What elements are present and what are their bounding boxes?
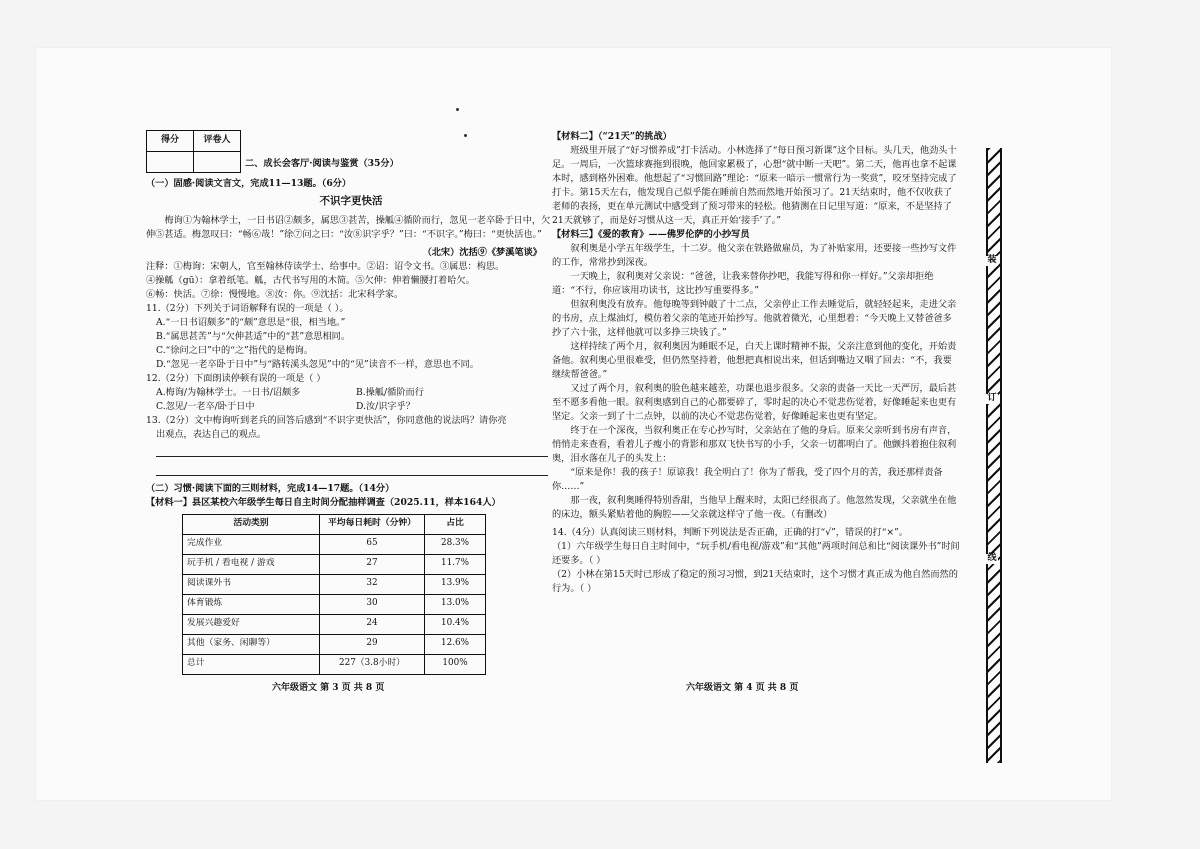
table-cell: 11.7% — [425, 554, 486, 574]
binding-label-3: 线 — [987, 553, 997, 563]
material2-title: 【材料二】（“21天”的挑战） — [552, 131, 672, 142]
table-row — [183, 634, 486, 654]
table-cell: 其他（家务、闲聊等） — [183, 634, 320, 654]
table-cell: 65 — [320, 534, 425, 554]
binding-label-2: 订 — [987, 393, 997, 403]
q11-option-b: B.“属思甚苦”与“欠伸甚适”中的“甚”意思相同。 — [156, 330, 351, 342]
table-header: 平均每日耗时（分钟） — [320, 514, 425, 534]
note-line-1: 注释：①梅询：宋朝人，官至翰林侍读学士、给事中。②诏：诏令文书。③属思：构思。 — [146, 260, 505, 272]
scan-speck — [456, 108, 459, 111]
table-cell: 12.6% — [425, 634, 486, 654]
material2-text: 班级里开展了“好习惯养成”打卡活动。小林选择了“每日预习新课”这个目标。头几天，他劲头十足。一周后，一次篮球赛拖到很晚，他回家累极了，心想“就中断一天吧”。第二天，他再也拿不起课本时，感到格外困难。他想起了“习惯回路”理论：“原来一暗示一惯常行为一奖赏”，咬牙坚持完成了打卡。第15天左右，他发现自己似乎能在睡前自然而然地开始预习了。21天结束时，他不仅收获了老师的表扬，更在单元测试中感受到了预习带来的轻松。他猜测在日记里写道：“原来，不是坚持了21天就够了，而是好习惯从这一天，真正开始‘接手’了。” — [552, 144, 957, 226]
q11-option-c: C.“徐问之曰”中的“之”指代的是梅询。 — [156, 344, 314, 356]
table-cell: 阅读课外书 — [183, 574, 320, 594]
material3-para: 一天晚上，叙利奥对父亲说：“爸爸，让我来替你抄吧，我能写得和你一样好。”父亲却拒绝道：“不行，你应该用功读书，这比抄写重要得多。” — [552, 270, 934, 296]
part2-heading: （二）习惯·阅读下面的三则材料，完成14—17题。（14分） — [146, 482, 395, 494]
note-line-2: ④操觚（gū）：拿着纸笔。觚，古代书写用的木简。⑤欠伸：伸着懒腰打着哈欠。 — [146, 274, 475, 286]
part1-heading: （一）固感·阅读文言文，完成11—13题。（6分） — [146, 178, 352, 189]
q12-stem: 12.（2分）下面朗读停顿有误的一项是（ ） — [146, 372, 326, 384]
table-cell: 30 — [320, 594, 425, 614]
q11-option-a: A.“一日书诏颇多”的“颇”意思是“很，相当地。” — [156, 316, 346, 328]
material3-para: 终于在一个深夜，当叙利奥正在专心抄写时，父亲站在了他的身后。原来父亲听到书房有声音，悄悄走来查看，看着儿子瘦小的背影和那双飞快书写的小手，父亲一切都明白了。他颤抖着抱住叙利奥，泪水落在儿子的头发上： — [552, 424, 957, 464]
reviewer-label: 评卷人 — [194, 131, 241, 152]
table-row — [183, 554, 486, 574]
table-cell: 13.0% — [425, 594, 486, 614]
material1-title: 【材料一】县区某校六年级学生每日自主时间分配抽样调查（2025.11，样本164人） — [146, 496, 501, 508]
passage-text: 梅询①为翰林学士，一日书诏②颇多，属思③甚苦，操觚④循阶而行，忽见一老卒卧于日中，欠伸⑤甚适。梅忽叹曰：“畅⑥哉！”徐⑦问之曰：“汝⑧识字乎？”曰：“不识字。”梅曰：“更快活也。” — [146, 214, 551, 240]
table-row — [183, 594, 486, 614]
score-area — [146, 130, 556, 173]
q12-option-a: A.梅询/为翰林学士。一日书/诏颇多 — [156, 386, 301, 398]
q12-options-row1 — [146, 386, 556, 400]
table-cell: 完成作业 — [183, 534, 320, 554]
note-line-3: ⑥畅：快活。⑦徐：慢慢地。⑧汝：你。⑨沈括：北宋科学家。 — [146, 288, 404, 300]
table-header-row — [183, 514, 486, 534]
q14-item-1: （1）六年级学生每日自主时间中，“玩手机/看电视/游戏”和“其他”两项时间总和比“阅读课外书”时间还要多。（ ） — [552, 540, 960, 566]
score-blank[interactable] — [147, 152, 194, 173]
q12-option-d: D.汝/识字乎？ — [356, 400, 415, 412]
q11-stem: 11.（2分）下列关于词语解释有误的一项是（ ）。 — [146, 302, 349, 314]
score-table — [146, 130, 241, 173]
table-cell: 玩手机 / 看电视 / 游戏 — [183, 554, 320, 574]
material3-para: 这样持续了两个月，叙利奥因为睡眠不足，白天上课时精神不振，父亲注意到他的变化，开始责备他。叙利奥心里很难受，但仍然坚持着，他想把真相说出来，但话到嘴边又咽了回去：“不，我要继续帮爸爸。” — [552, 340, 957, 380]
passage-title: 不识字更快活 — [319, 194, 383, 207]
binding-label-1: 装 — [987, 255, 997, 265]
table-row — [183, 534, 486, 554]
q14-item-2: （2）小林在第15天时已形成了稳定的预习习惯，到21天结束时，这个习惯才真正成为他自然而然的行为。（ ） — [552, 568, 958, 594]
table-cell: 227（3.8小时） — [320, 654, 425, 674]
table-cell: 24 — [320, 614, 425, 634]
table-cell: 发展兴趣爱好 — [183, 614, 320, 634]
exam-sheet — [36, 48, 1111, 800]
table-header: 活动类别 — [183, 514, 320, 534]
table-cell: 总计 — [183, 654, 320, 674]
answer-line-2[interactable] — [156, 461, 548, 476]
section-title: 二、成长会客厅·阅读与鉴赏（35分） — [245, 158, 399, 170]
q14-stem: 14.（4分）认真阅读三则材料，判断下列说法是否正确，正确的打“√”，错误的打“×”。 — [552, 526, 908, 538]
reviewer-blank[interactable] — [194, 152, 241, 173]
scan-speck — [464, 134, 467, 137]
table-row — [183, 654, 486, 674]
table-cell: 29 — [320, 634, 425, 654]
table-header: 占比 — [425, 514, 486, 534]
table-cell: 体育锻炼 — [183, 594, 320, 614]
table-row — [183, 614, 486, 634]
score-label: 得分 — [147, 131, 194, 152]
q12-options-row2 — [146, 400, 556, 414]
q12-option-b: B.操觚/循阶而行 — [356, 386, 424, 398]
material3-para: 叙利奥是小学五年级学生，十二岁。他父亲在铁路做雇员，为了补贴家用，还要接一些抄写文件的工作，常常抄到深夜。 — [552, 242, 957, 268]
page-3 — [146, 130, 556, 675]
table-cell: 13.9% — [425, 574, 486, 594]
material3-para: 又过了两个月，叙利奥的脸色越来越差，功课也退步很多。父亲的责备一天比一天严厉，最后甚至不愿多看他一眼。叙利奥感到自己的心都要碎了，零时起的决心不觉悲伤觉着，好像睡起来也更有坚定。父亲一到了十二点钟，以前的决心不觉悲伤觉着，好像睡起来也更有坚定。 — [552, 382, 957, 422]
table-cell: 10.4% — [425, 614, 486, 634]
material3-para: 那一夜，叙利奥睡得特别香甜，当他早上醒来时，太阳已经很高了。他忽然发现，父亲就坐在他的床边，额头紧贴着他的胸腔——父亲就这样守了他一夜。（有删改） — [552, 494, 957, 520]
survey-table — [182, 514, 486, 675]
material3-para: “原来是你！我的孩子！原谅我！我全明白了！你为了帮我，受了四个月的苦，我还那样责备你……” — [552, 466, 943, 492]
q12-option-c: C.忽见/一老卒/卧于日中 — [156, 400, 255, 412]
binding-strip — [986, 148, 1002, 763]
table-cell: 100% — [425, 654, 486, 674]
q11-option-d: D.“忽见一老卒卧于日中”与“路转溪头忽见”中的“见”读音不一样，意思也不同。 — [156, 358, 479, 370]
page-3-footer: 六年级语文 第 3 页 共 8 页 — [272, 683, 385, 693]
page-4 — [552, 130, 960, 595]
table-row — [183, 574, 486, 594]
material3-para: 但叙利奥没有放弃。他每晚等到钟敲了十二点，父亲停止工作去睡觉后，就轻轻起来，走进父亲的书房，点上煤油灯，模仿着父亲的笔迹开始抄写。他就着微光，心里想着：“今天晚上又替爸爸多抄了六十张，这样他就可以多挣三块钱了。” — [552, 298, 957, 338]
page-4-footer: 六年级语文 第 4 页 共 8 页 — [686, 683, 799, 693]
table-cell: 27 — [320, 554, 425, 574]
answer-line-1[interactable] — [156, 442, 548, 457]
q13-stem-a: 13.（2分）文中梅询听到老兵的回答后感到“不识字更快活”，你同意他的说法吗？请你亮 — [146, 414, 507, 426]
q13-stem-b: 出观点，表达自己的观点。 — [156, 428, 267, 440]
table-cell: 28.3% — [425, 534, 486, 554]
material3-title: 【材料三】《爱的教育》——佛罗伦萨的小抄写员 — [552, 228, 750, 240]
passage-source: （北宋）沈括⑨《梦溪笔谈》 — [422, 246, 542, 258]
table-cell: 32 — [320, 574, 425, 594]
